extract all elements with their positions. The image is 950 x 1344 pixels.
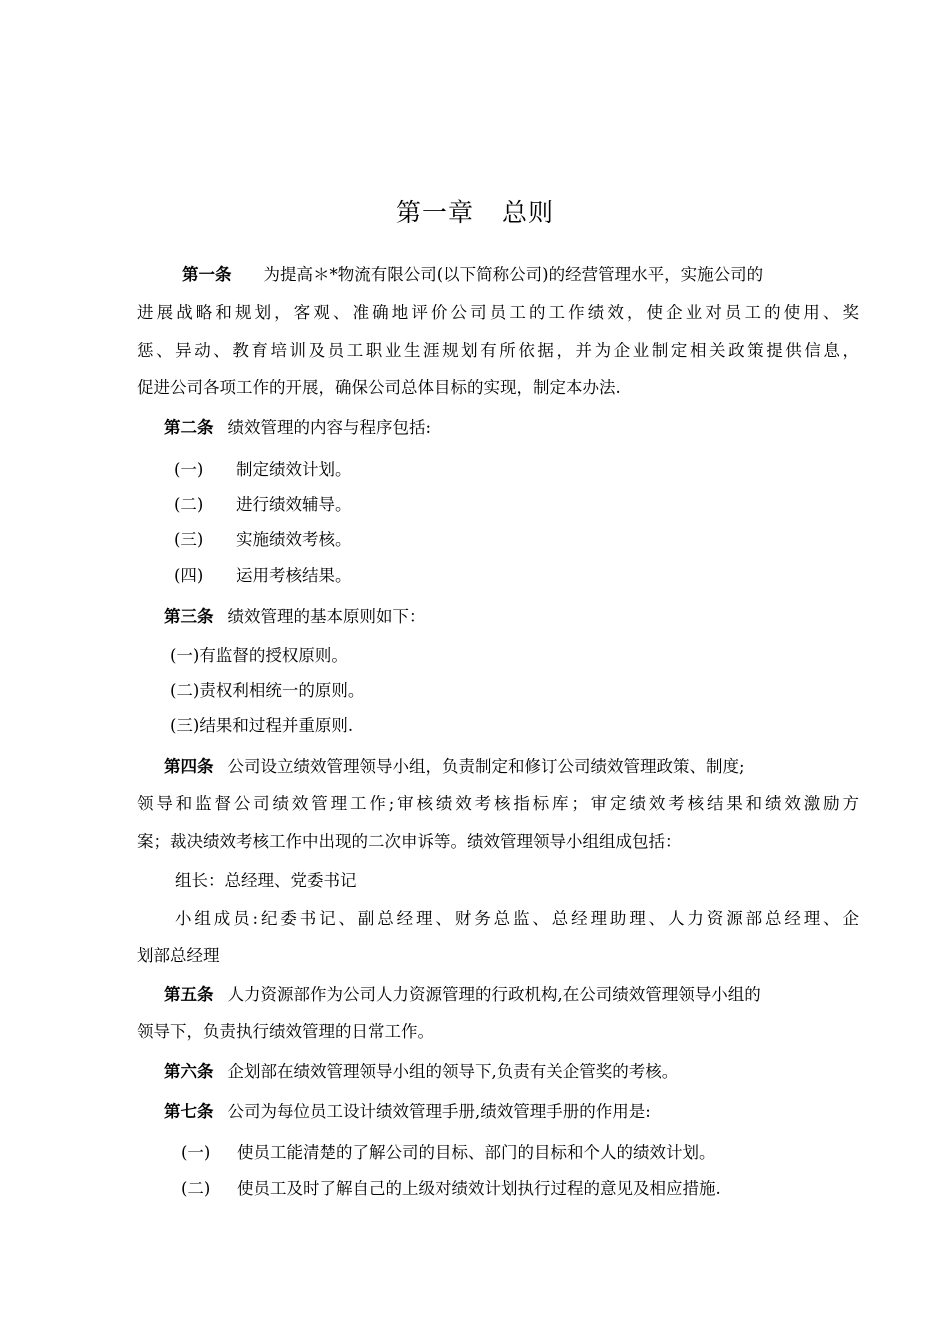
list-item-text: 使员工能清楚的了解公司的目标、部门的目标和个人的绩效计划。 [237, 1143, 716, 1162]
article-2-label: 第二条 [164, 418, 214, 437]
list-item-text: 结果和过程并重原则. [199, 716, 354, 735]
list-item-number: (二) [170, 681, 200, 700]
article-3-label: 第三条 [164, 607, 214, 626]
article-6-line [164, 1062, 678, 1082]
article-3-line [164, 607, 426, 627]
list-item-number: (一) [181, 1143, 211, 1162]
list-item [170, 681, 364, 701]
article-3-text: 绩效管理的基本原则如下： [227, 607, 426, 626]
list-item [170, 716, 353, 736]
group-members-line-1: 小组成员:纪委书记、副总经理、财务总监、总经理助理、人力资源部总经理、企 [175, 909, 859, 928]
article-5-text-line-2: 领导下，负责执行绩效管理的日常工作。 [137, 1022, 434, 1041]
list-item-text: 有监督的授权原则。 [199, 646, 348, 665]
article-6-label: 第六条 [164, 1062, 214, 1081]
list-item-text: 使员工及时了解自己的上级对绩效计划执行过程的意见及相应措施. [237, 1179, 721, 1198]
group-members-line-2: 划部总经理 [137, 946, 220, 965]
list-item-number: (一) [174, 460, 204, 479]
list-item-number: (三) [170, 716, 200, 735]
article-5-label: 第五条 [164, 985, 214, 1004]
article-1-first-line [182, 265, 763, 285]
list-item-number: (一) [170, 646, 200, 665]
list-item-text: 实施绩效考核。 [236, 530, 352, 549]
list-item-text: 责权利相统一的原则。 [199, 681, 365, 700]
chapter-title-right: 总则 [502, 198, 555, 227]
article-1-text-line-4: 促进公司各项工作的开展，确保公司总体目标的实现，制定本办法. [137, 378, 621, 397]
article-4-text-line-2: 领导和监督公司绩效管理工作;审核绩效考核指标库；审定绩效考核结果和绩效激励方 [137, 794, 859, 813]
list-item [174, 460, 352, 480]
list-item [174, 495, 352, 515]
article-4-text-line-3: 案；裁决绩效考核工作中出现的二次申诉等。绩效管理领导小组组成包括： [137, 832, 682, 851]
article-7-label: 第七条 [164, 1102, 214, 1121]
list-item-text: 运用考核结果。 [236, 566, 352, 585]
chapter-title [0, 193, 950, 229]
list-item-text: 制定绩效计划。 [236, 460, 352, 479]
list-item [181, 1143, 716, 1163]
article-6-text: 企划部在绩效管理领导小组的领导下,负责有关企管奖的考核。 [227, 1062, 679, 1081]
list-item-number: (三) [174, 530, 204, 549]
list-item [170, 646, 348, 666]
article-1-text-line-2: 进展战略和规划，客观、准确地评价公司员工的工作绩效，使企业对员工的使用、奖 [137, 303, 859, 322]
group-leader-line: 组长：总经理、党委书记 [175, 871, 357, 890]
list-item-number: (二) [174, 495, 204, 514]
article-7-text: 公司为每位员工设计绩效管理手册,绩效管理手册的作用是: [227, 1102, 651, 1121]
list-item [174, 530, 352, 550]
list-item-text: 进行绩效辅导。 [236, 495, 352, 514]
article-2-line [164, 418, 431, 438]
list-item [174, 566, 352, 586]
article-4-label: 第四条 [164, 757, 214, 776]
chapter-title-left: 第一章 [395, 198, 474, 227]
article-7-line [164, 1102, 651, 1122]
article-1-label: 第一条 [182, 265, 232, 284]
list-item [181, 1179, 721, 1199]
article-1-text-line-3: 惩、异动、教育培训及员工职业生涯规划有所依据，并为企业制定相关政策提供信息， [137, 341, 859, 360]
article-4-first-line [164, 757, 745, 777]
article-5-text-line-1: 人力资源部作为公司人力资源管理的行政机构,在公司绩效管理领导小组的 [227, 985, 761, 1004]
list-item-number: (二) [181, 1179, 211, 1198]
article-2-text: 绩效管理的内容与程序包括: [227, 418, 432, 437]
article-4-text-line-1: 公司设立绩效管理领导小组，负责制定和修订公司绩效管理政策、制度; [227, 757, 745, 776]
article-5-first-line [164, 985, 761, 1005]
list-item-number: (四) [174, 566, 204, 585]
article-1-text-line-1: 为提高＊*物流有限公司(以下简称公司)的经营管理水平，实施公司的 [263, 265, 764, 284]
